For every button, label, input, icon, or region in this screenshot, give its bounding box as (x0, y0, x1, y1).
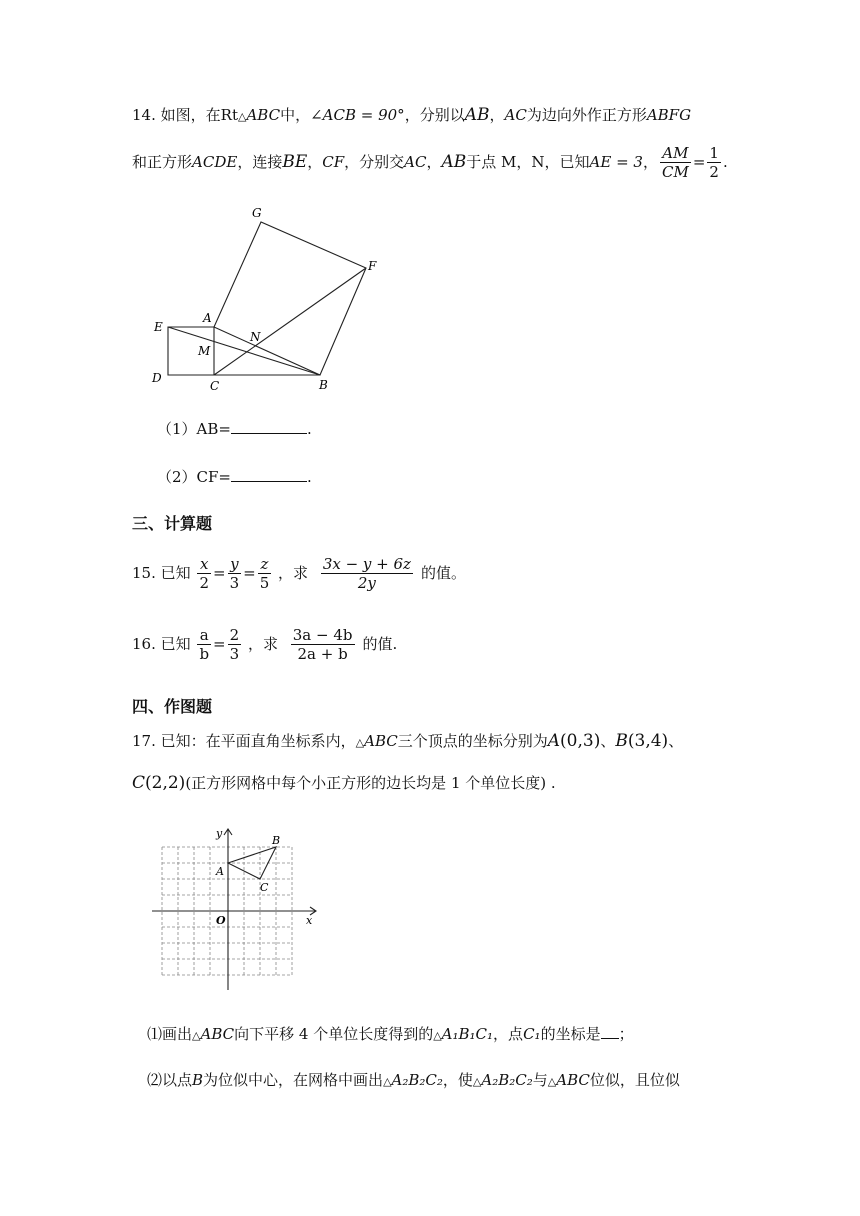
label-M: M (198, 344, 211, 358)
q14-sub2: （2）CF= . (157, 468, 312, 486)
grid-label-y: y (216, 827, 223, 840)
q14-line2: 和正方形 ACDE ，连接 BE ， CF ，分别交 AC ， AB 于点 M，N，已知 AE = 3 ， $\frac{AM}{CM}$ = $\frac{1}{2}$ . (132, 143, 728, 181)
answer-blank-cf[interactable] (231, 467, 307, 482)
label-A: A (203, 311, 212, 325)
ratio-am-cm: $\frac{AM}{CM}$ (661, 143, 689, 181)
grid-label-A: A (216, 865, 224, 878)
grid-label-B: B (272, 834, 281, 847)
q15: 15. 已知 $\frac{x}{2}$ = $\frac{y}{3}$ = $\frac{z}{5}$ ，求 $\frac{3x - y + 6z}{2y}$ 的值。 (132, 554, 466, 592)
q17-line1: 17. 已知：在平面直角坐标系内，△ABC三个顶点的坐标分别为A(0,3)、B(3,4)、 (132, 731, 684, 751)
q16: 16. 已知 $\frac{a}{b}$ = $\frac{2}{3}$ ，求 $\frac{3a - 4b}{2a + b}$ 的值. (132, 625, 398, 663)
label-G: G (252, 206, 262, 220)
label-B: B (319, 378, 328, 392)
q14-sub1: （1）AB= . (157, 420, 312, 438)
label-N: N (250, 330, 261, 344)
label-D: D (152, 371, 162, 385)
q17-sub1: ⑴画出△ABC向下平移 4 个单位长度得到的△A₁B₁C₁，点C₁的坐标是 ； (147, 1025, 634, 1043)
ratio-one-half: $\frac{1}{2}$ (709, 143, 719, 181)
grid-label-C: C (260, 881, 269, 894)
label-E: E (154, 320, 163, 334)
section-heading-calculation: 三、计算题 (132, 514, 213, 533)
q14-line1: 14. 如图，在Rt△ABC中，∠ACB = 90°，分别以AB，AC为边向外作正方形ABFG (132, 105, 692, 125)
answer-blank-c1[interactable] (601, 1024, 619, 1039)
grid-label-O: O (216, 914, 226, 927)
section-heading-construction: 四、作图题 (132, 697, 213, 716)
label-C: C (210, 379, 220, 393)
q14-geometry-figure (140, 200, 400, 395)
grid-label-x: x (306, 914, 313, 927)
answer-blank-ab[interactable] (231, 419, 307, 434)
q17-line2: C(2,2)(正方形网格中每个小正方形的边长均是 1 个单位长度) . (132, 773, 556, 793)
label-F: F (368, 259, 377, 273)
q17-sub2: ⑵以点B为位似中心，在网格中画出△A₂B₂C₂，使△A₂B₂C₂与△ABC位似，且位似 (147, 1071, 680, 1089)
q17-coordinate-grid (150, 825, 325, 995)
